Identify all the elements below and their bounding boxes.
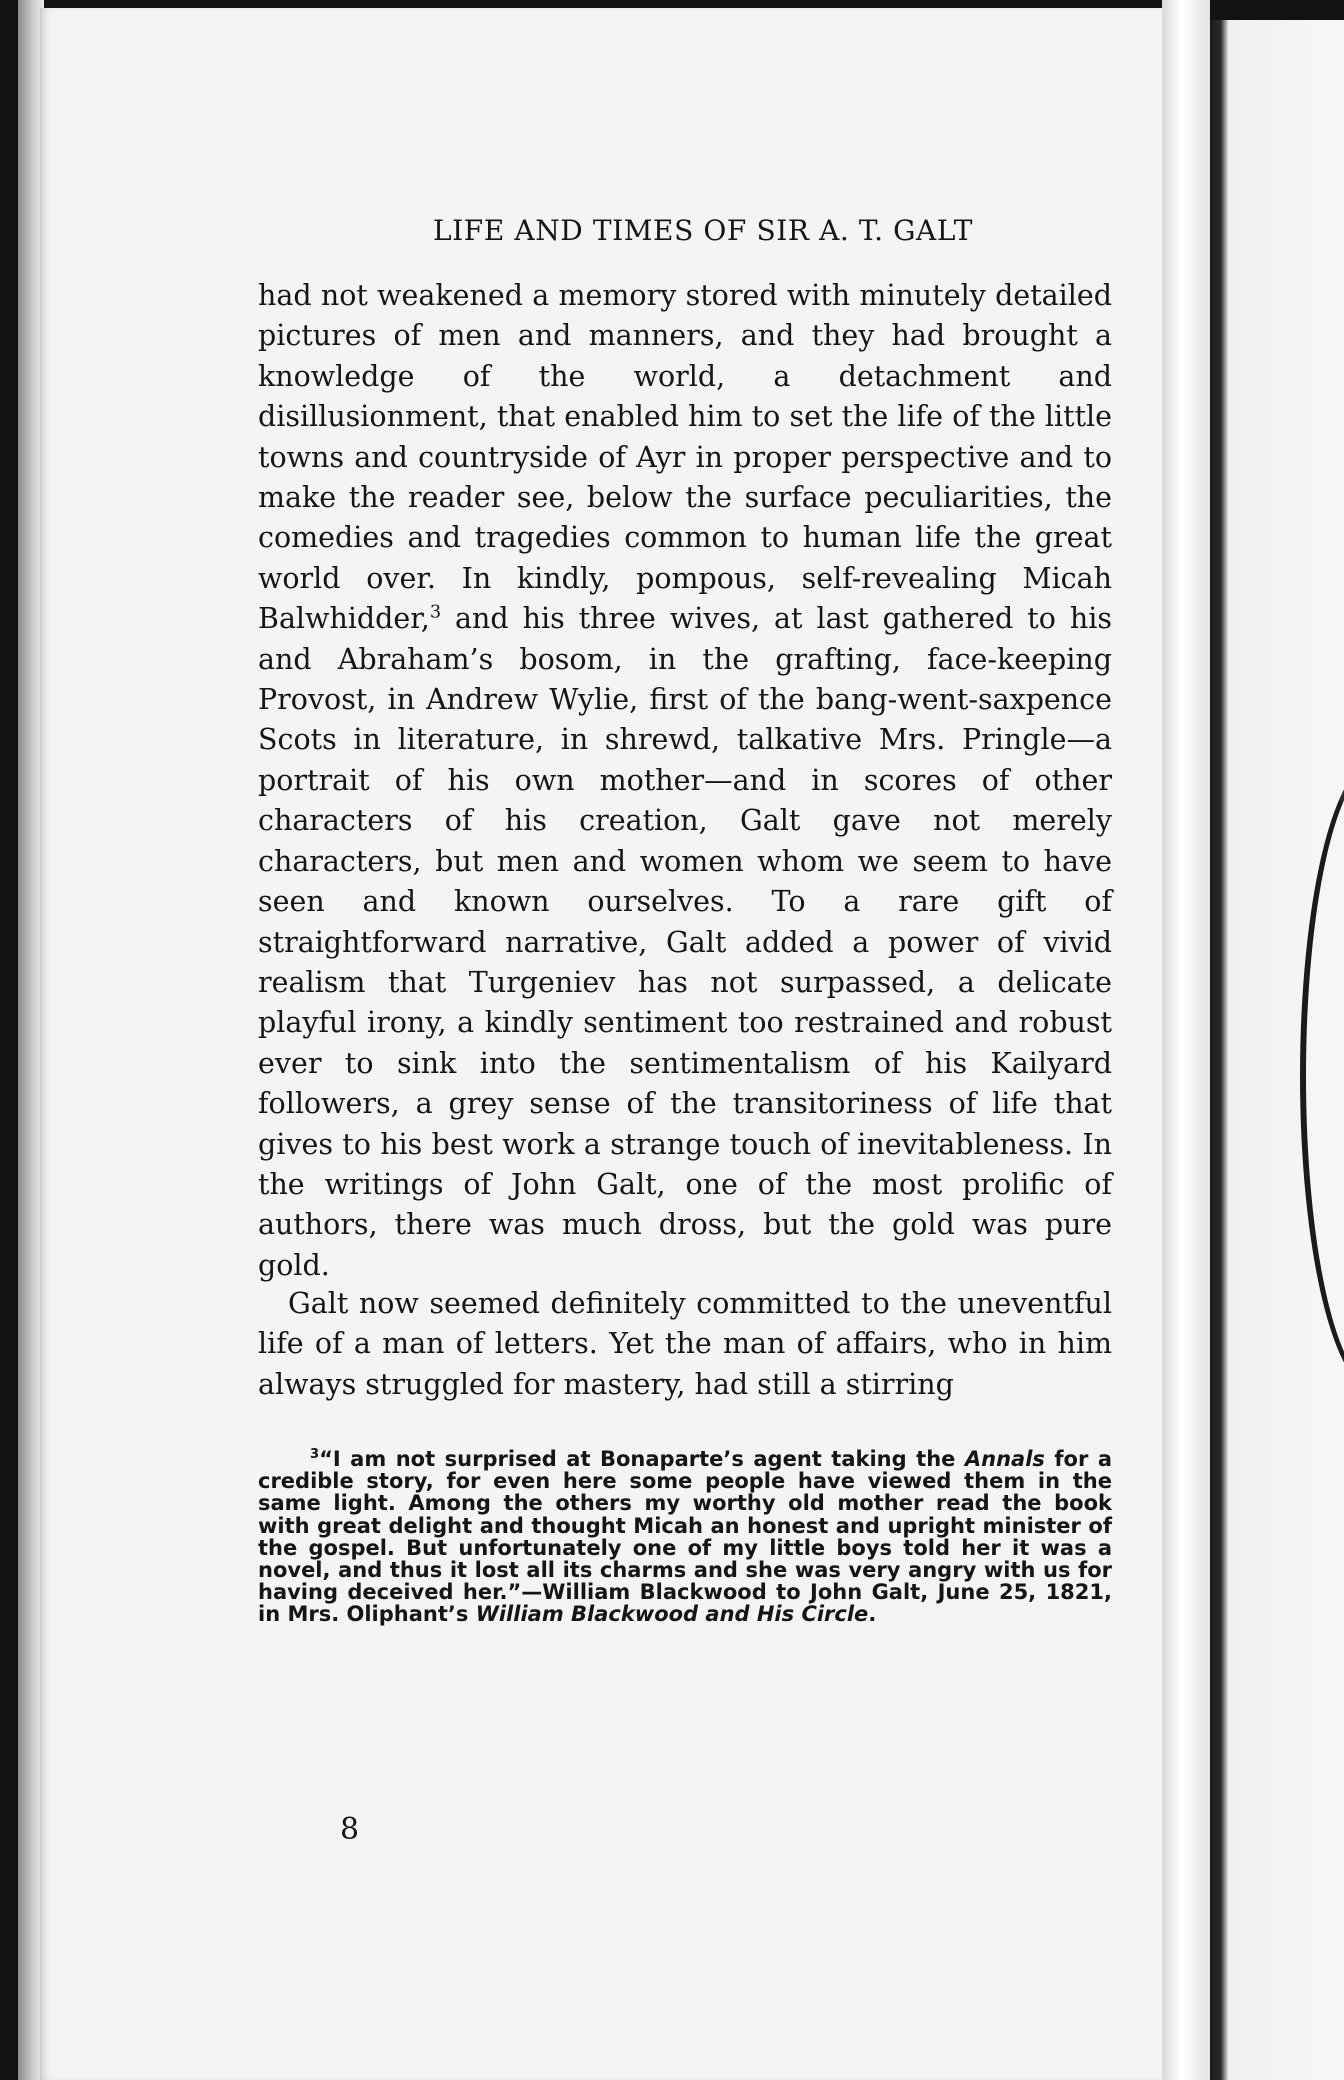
footnote-title-italic: Annals <box>964 1447 1045 1471</box>
page-gutter <box>1162 0 1210 2080</box>
footnote-text: for a credible story, for even here some people have viewed them in the same light. Among the others my worthy old mother read the book with great delight and thought Micah an honest and upright minister of the gospel. But unfortunately one of my little boys told her it was a novel, and thus it lost all its charms and she was very angry with us for having deceived her.”—William Blackwood to John Galt, June 25, 1821, in Mrs. Oliphant’s <box>258 1447 1113 1627</box>
footnote-reference: 3 <box>429 602 442 623</box>
footnote-title-italic: William Blackwood and His Circle <box>475 1602 869 1627</box>
footnote-text: . <box>868 1602 877 1627</box>
paragraph-text: had not weakened a memory stored with minutely detailed pictures of men and manners, and they had brought a knowledge of the world, a detachment and disillusionment, that enabled him to set the life of the little towns and countryside of Ayr in proper perspective and to make the reader see, below the surface peculiarities, the comedies and tragedies common to human life the great world over. In kindly, pompous, self-revealing Micah Balwhidder, <box>258 279 1112 636</box>
footnote-marker: 3 <box>310 1447 320 1462</box>
paragraph <box>258 276 1112 1286</box>
paragraph-text: and his three wives, at last gathered to his and Abraham’s bosom, in the grafting, face-keeping Provost, in Andrew Wylie, first of the bang-went-saxpence Scots in literature, in shrewd, talkative Mrs. Pringle—a portrait of his own mother—and in scores of other characters of his creation, Galt gave not merely characters, but men and women whom we seem to have seen and known ourselves. To a rare gift of straightforward narrative, Galt added a power of vivid realism that Turgeniev has not surpassed, a delicate playful irony, a kindly sentiment too restrained and robust ever to sink into the sentimentalism of his Kailyard followers, a grey sense of the transitoriness of life that gives to his best work a strange touch of inevitableness. In the writings of John Galt, one of the most prolific of authors, there was much dross, but the gold was pure gold. <box>258 602 1112 1282</box>
paragraph: Galt now seemed definitely committed to the uneventful life of a man of letters. Yet the man of affairs, who in him always struggled for mastery, had still a stirring <box>258 1287 1112 1401</box>
running-head: LIFE AND TIMES OF SIR A. T. GALT <box>432 214 974 247</box>
footnote <box>258 1448 1112 1626</box>
footnote-text: “I am not surprised at Bonaparte’s agent taking the <box>319 1447 965 1471</box>
page-number: 8 <box>340 1812 360 1847</box>
